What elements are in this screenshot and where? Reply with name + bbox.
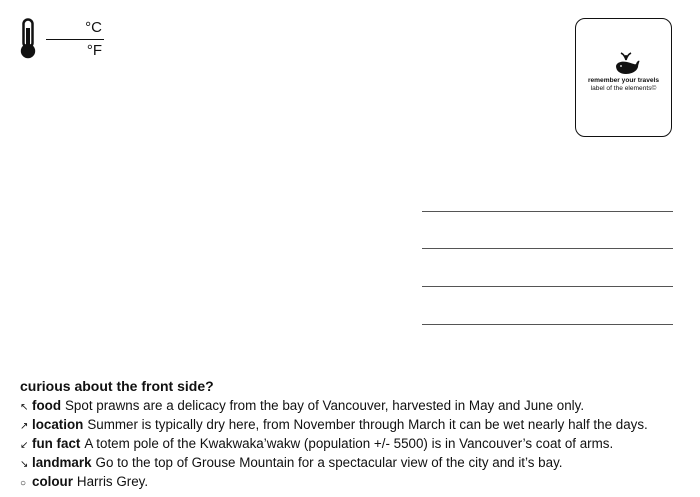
info-item-colour (20, 473, 690, 492)
info-item-food (20, 397, 690, 416)
arrow-up-left-icon: ↖ (20, 402, 29, 413)
info-item-label: location (32, 417, 84, 432)
whale-icon (614, 52, 640, 76)
info-item-landmark (20, 454, 690, 473)
temperature-field (46, 20, 104, 58)
stamp-tagline: remember your travels (587, 77, 660, 84)
stamp-box (575, 18, 672, 137)
info-item-text: Harris Grey. (76, 474, 149, 489)
info-item-text: A totem pole of the Kwakwaka’wakw (population +/- 5500) is in Vancouver’s coat of arms. (84, 436, 614, 451)
fahrenheit-unit: °F (86, 42, 102, 59)
arrow-up-right-icon: ↗ (20, 421, 29, 432)
address-line (422, 324, 673, 325)
stamp-brand: label of the elements© (590, 85, 657, 92)
temperature-divider (46, 39, 104, 40)
address-line (422, 248, 673, 249)
front-side-info (20, 377, 690, 492)
celsius-unit: °C (85, 19, 102, 36)
thermometer-icon (17, 18, 39, 60)
info-item-label: landmark (32, 455, 92, 470)
info-item-text: Summer is typically dry here, from November through March it can be wet nearly half the days. (87, 417, 648, 432)
info-item-label: fun fact (32, 436, 81, 451)
info-item-label: colour (32, 474, 73, 489)
arrow-down-right-icon: ↘ (20, 459, 29, 470)
arrow-down-left-icon: ↙ (20, 440, 29, 451)
address-line (422, 286, 673, 287)
info-item-fun-fact (20, 435, 690, 454)
address-line (422, 211, 673, 212)
info-item-text: Spot prawns are a delicacy from the bay of Vancouver, harvested in May and June only. (65, 398, 585, 413)
info-heading: curious about the front side? (20, 378, 214, 394)
circle-icon: ○ (20, 478, 27, 489)
info-item-label: food (32, 398, 61, 413)
info-item-location (20, 416, 690, 435)
info-item-text: Go to the top of Grouse Mountain for a spectacular view of the city and it’s bay. (95, 455, 563, 470)
